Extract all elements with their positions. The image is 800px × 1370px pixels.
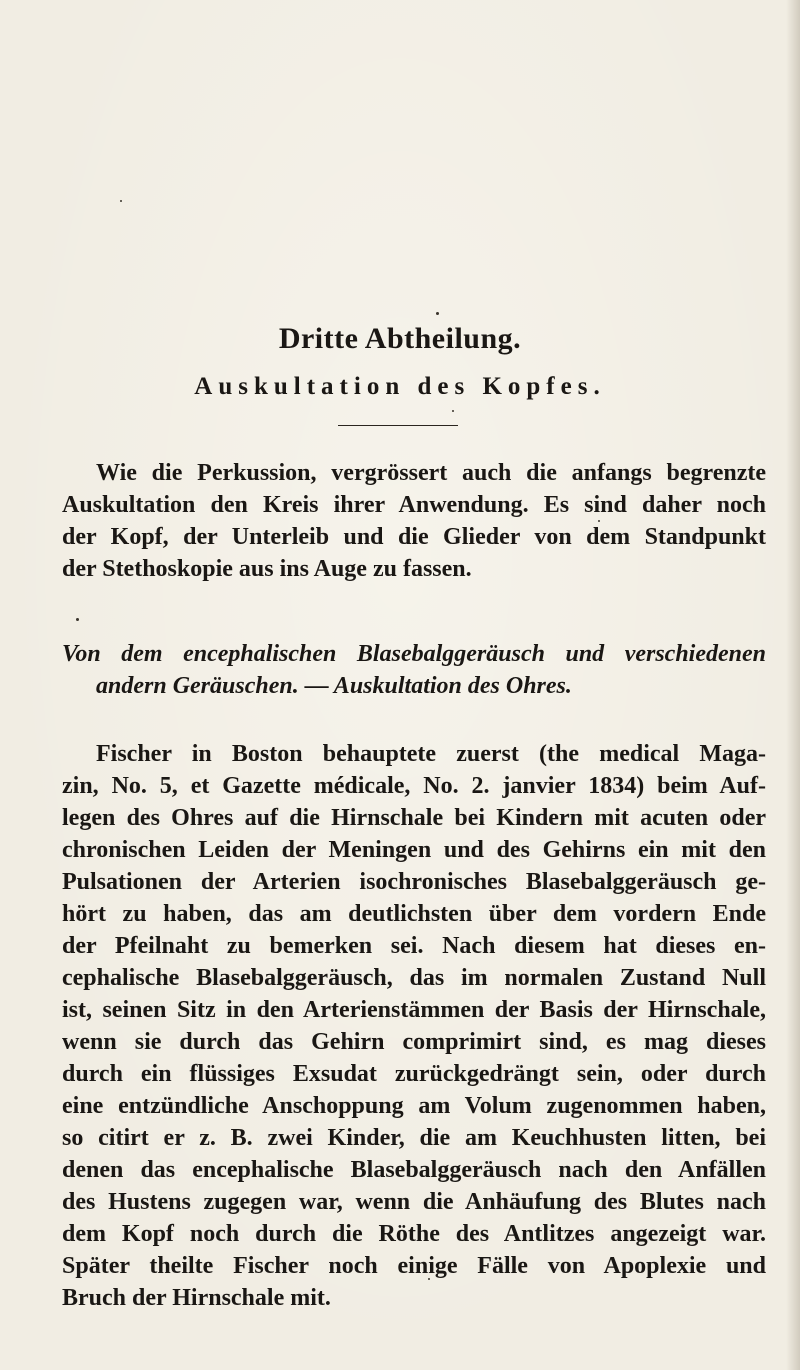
paragraph-2-line: zin, No. 5, et Gazette médicale, No. 2. janvier 1834) beim Auf- bbox=[62, 773, 766, 799]
page-edge-shadow bbox=[786, 0, 800, 1370]
paragraph-2-line: Fischer in Boston behauptete zuerst (the medical Maga- bbox=[96, 741, 766, 767]
paragraph-2-line: denen das encephalische Blasebalggeräusch nach den Anfällen bbox=[62, 1157, 766, 1183]
print-speck bbox=[76, 618, 79, 621]
paragraph-2-line: legen des Ohres auf die Hirnschale bei Kindern mit acuten oder bbox=[62, 805, 766, 831]
divider-rule bbox=[338, 425, 458, 426]
paragraph-1-line: Auskultation den Kreis ihrer Anwendung. Es sind daher noch bbox=[62, 492, 766, 518]
paragraph-2-line: hört zu haben, das am deutlichsten über dem vordern Ende bbox=[62, 901, 766, 927]
paragraph-2-line: der Pfeilnaht zu bemerken sei. Nach diesem hat dieses en- bbox=[62, 933, 766, 959]
paragraph-1-line: der Kopf, der Unterleib und die Glieder von dem Standpunkt bbox=[62, 524, 766, 550]
section-heading: Dritte Abtheilung. bbox=[278, 322, 522, 355]
section-subheading: Auskultation des Kopfes. bbox=[194, 373, 606, 400]
paragraph-2-line: Bruch der Hirnschale mit. bbox=[62, 1285, 331, 1311]
paragraph-2-line: Später theilte Fischer noch einige Fälle von Apoplexie und bbox=[62, 1253, 766, 1279]
paragraph-2-line: cephalische Blasebalggeräusch, das im normalen Zustand Null bbox=[62, 965, 766, 991]
paragraph-2-line: wenn sie durch das Gehirn comprimirt sind, es mag dieses bbox=[62, 1029, 766, 1055]
paragraph-2-line: dem Kopf noch durch die Röthe des Antlitzes angezeigt war. bbox=[62, 1221, 766, 1247]
print-speck bbox=[452, 410, 454, 412]
subsection-title-line: Von dem encephalischen Blasebalggeräusch und verschiedenen bbox=[62, 641, 766, 667]
paragraph-2-line: eine entzündliche Anschoppung am Volum zugenommen haben, bbox=[62, 1093, 766, 1119]
print-speck bbox=[436, 312, 439, 315]
paragraph-2-line: chronischen Leiden der Meningen und des Gehirns ein mit den bbox=[62, 837, 766, 863]
paragraph-1-line: der Stethoskopie aus ins Auge zu fassen. bbox=[62, 556, 472, 582]
paragraph-2-line: ist, seinen Sitz in den Arterienstämmen der Basis der Hirnschale, bbox=[62, 997, 766, 1023]
paragraph-2-line: des Hustens zugegen war, wenn die Anhäufung des Blutes nach bbox=[62, 1189, 766, 1215]
paragraph-2-line: durch ein flüssiges Exsudat zurückgedrängt sein, oder durch bbox=[62, 1061, 766, 1087]
paragraph-2-line: so citirt er z. B. zwei Kinder, die am Keuchhusten litten, bei bbox=[62, 1125, 766, 1151]
paragraph-1-line: Wie die Perkussion, vergrössert auch die anfangs begrenzte bbox=[96, 460, 766, 486]
print-speck bbox=[120, 200, 122, 202]
subsection-title-line: andern Geräuschen. — Auskultation des Ohres. bbox=[96, 673, 572, 699]
paragraph-2-line: Pulsationen der Arterien isochronisches Blasebalggeräusch ge- bbox=[62, 869, 766, 895]
